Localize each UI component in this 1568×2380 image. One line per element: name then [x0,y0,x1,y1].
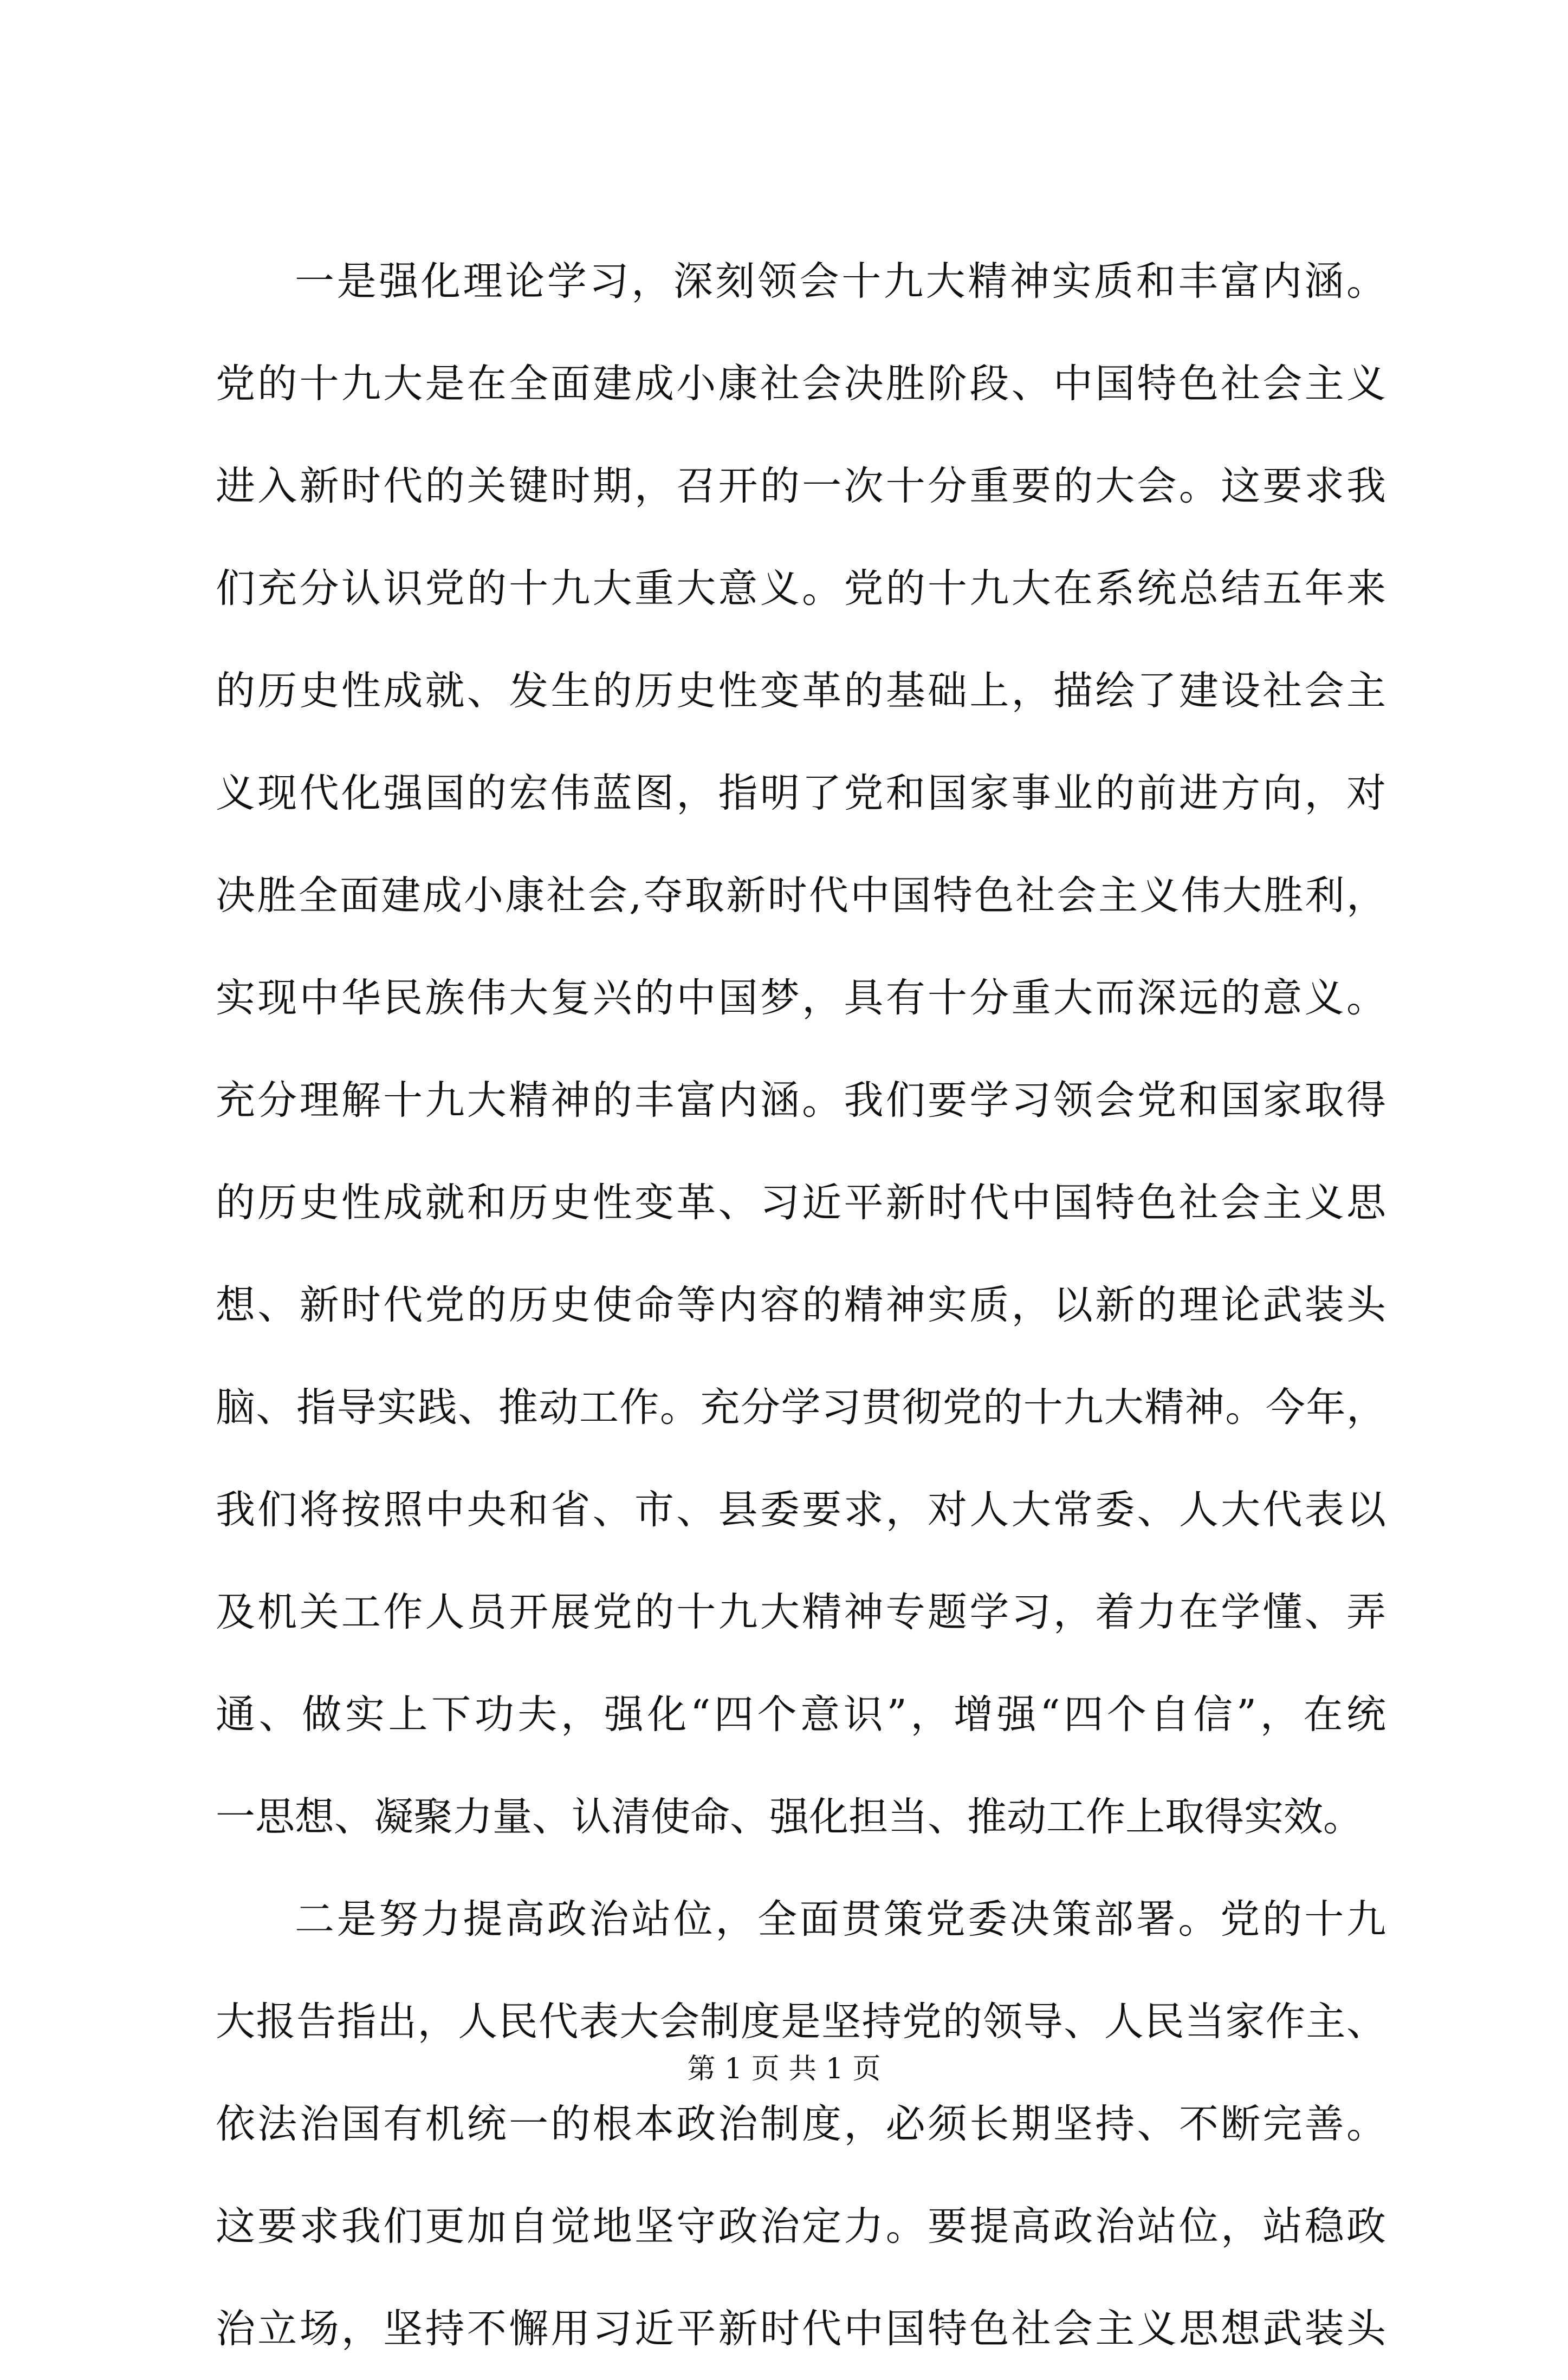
text-line: 及机关工作人员开展党的十九大精神专题学习，着力在学懂、弄 [216,1589,1386,1635]
text-line: 决胜全面建成小康社会,夺取新时代中国特色社会主义伟大胜利， [216,873,1386,919]
text-line: 义现代化强国的宏伟蓝图，指明了党和国家事业的前进方向，对 [216,770,1386,816]
text-line: 的历史性成就、发生的历史性变革的基础上，描绘了建设社会主 [216,668,1386,714]
text-line: 一思想、凝聚力量、认清使命、强化担当、推动工作上取得实效。 [216,1794,1363,1840]
text-line: 充分理解十九大精神的丰富内涵。我们要学习领会党和国家取得 [216,1077,1386,1123]
text-line: 我们将按照中央和省、市、县委要求，对人大常委、人大代表以 [216,1487,1386,1533]
page-number-footer: 第 1 页 共 1 页 [687,2053,881,2085]
text-line: 这要求我们更加自觉地坚守政治定力。要提高政治站位，站稳政 [216,2203,1386,2249]
text-line: 的历史性成就和历史性变革、习近平新时代中国特色社会主义思 [216,1180,1386,1226]
text-line: 大报告指出，人民代表大会制度是坚持党的领导、人民当家作主、 [216,1999,1386,2045]
paragraph-1 [216,230,1386,1868]
text-line: 们充分认识党的十九大重大意义。党的十九大在系统总结五年来 [216,565,1386,612]
text-line: 通、做实上下功夫，强化“四个意识”，增强“四个自信”，在统 [216,1692,1386,1738]
paragraph-2 [216,1868,1386,2380]
text-line: 进入新时代的关键时期，召开的一次十分重要的大会。这要求我 [216,463,1386,509]
text-line: 想、新时代党的历史使命等内容的精神实质，以新的理论武装头 [216,1282,1386,1328]
text-line: 党的十九大是在全面建成小康社会决胜阶段、中国特色社会主义 [216,361,1386,407]
text-line: 实现中华民族伟大复兴的中国梦，具有十分重大而深远的意义。 [216,975,1386,1021]
text-line: 一是强化理论学习，深刻领会十九大精神实质和丰富内涵。 [295,258,1386,304]
text-line: 脑、指导实践、推动工作。充分学习贯彻党的十九大精神。今年， [216,1384,1386,1430]
text-line: 依法治国有机统一的根本政治制度，必须长期坚持、不断完善。 [216,2101,1386,2147]
text-line: 治立场，坚持不懈用习近平新时代中国特色社会主义思想武装头 [216,2306,1386,2352]
text-line: 二是努力提高政治站位，全面贯策党委决策部署。党的十九 [295,1896,1386,1942]
